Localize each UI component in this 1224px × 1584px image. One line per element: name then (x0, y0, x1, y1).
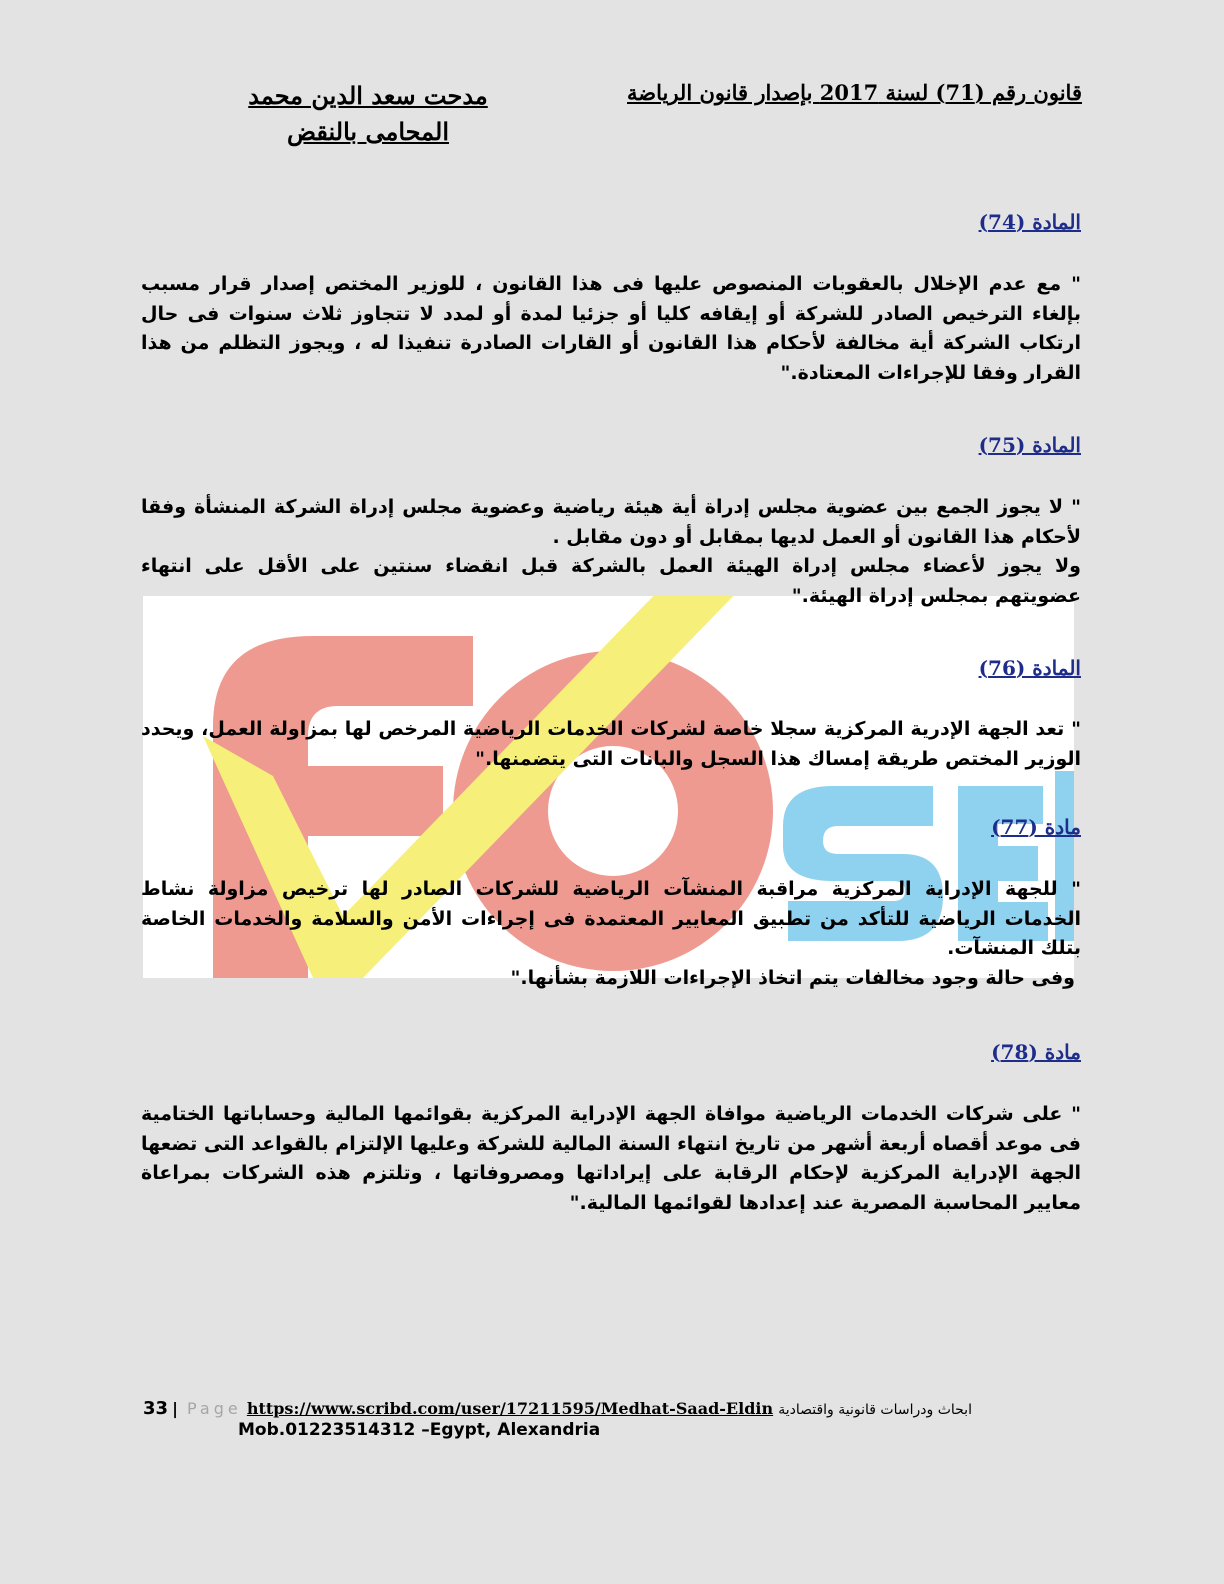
article-77-title: مادة (77) (991, 815, 1081, 839)
article-77-paragraph-2: وفى حالة وجود مخالفات يتم اتخاذ الإجراءات اللازمة بشأنها." (510, 966, 1075, 989)
article-77-paragraph-1: " للجهة الإدراية المركزية مراقبة المنشآت الرياضية للشركات الصادر لها ترخيص مزاولة نشاط الخدمات الرياضية للتأكد من تطبيق المعايير المعتمدة فى إجراءات الأمن والسلامة والخدمات الخاصة بتلك المنشآت. (141, 878, 1081, 960)
author-block (230, 78, 506, 150)
footer-separator: | (172, 1399, 178, 1418)
article-75-body (141, 493, 1081, 611)
article-75-paragraph-2: ولا يجوز لأعضاء مجلس إدراة الهيئة العمل بالشركة قبل انقضاء سنتين على الأقل على انتهاء عضويتهم بمجلس إدراة الهيئة." (141, 555, 1081, 607)
article-74-body (141, 270, 1081, 388)
article-74-paragraph: " مع عدم الإخلال بالعقوبات المنصوص عليها فى هذا القانون ، للوزير المختص إصدار قرار مسبب بإلغاء الترخيص الصادر للشركة أو إيقافه كليا أو جزئيا لمدة أو لمدد لا تتجاوز ثلاث سنوات فى حال ارتكاب الشركة أية مخالفة لأحكام هذا القانون أو القارات الصادرة تنفيذا له ، ويجوز التظلم من هذا القرار وفقا للإجراءات المعتادة." (141, 273, 1081, 384)
law-title-header: قانون رقم (71) لسنة 2017 بإصدار قانون الرياضة (627, 80, 1082, 105)
article-76-body (141, 715, 1081, 774)
article-76-paragraph: " تعد الجهة الإدرية المركزية سجلا خاصة لشركات الخدمات الرياضية المرخص لها بمزاولة العمل، ويحدد الوزير المختص طريقة إمساك هذا السجل والبانات التى يتضمنها." (141, 718, 1081, 770)
page-label: Page (187, 1399, 242, 1418)
article-77-body (141, 875, 1081, 993)
mobile-contact: Mob.01223514312 –Egypt, Alexandria (238, 1420, 601, 1440)
article-78-title: مادة (78) (991, 1040, 1081, 1064)
author-name: مدحت سعد الدين محمد (248, 81, 488, 110)
scribd-link[interactable]: https://www.scribd.com/user/17211595/Medhat-Saad-Eldin (246, 1399, 774, 1418)
article-75-paragraph-1: " لا يجوز الجمع بين عضوية مجلس إدراة أية هيئة رياضية وعضوية مجلس إدراة الشركة المنشأة وفقا لأحكام هذا القانون أو العمل لديها بمقابل أو دون مقابل . (141, 496, 1081, 548)
article-74-title: المادة (74) (978, 210, 1081, 234)
article-78-body (141, 1100, 1081, 1218)
footer-arabic-caption: ابحاث ودراسات قانونية واقتصادية (778, 1402, 972, 1418)
author-title: المحامى بالنقض (287, 117, 449, 146)
page-number: 33 (143, 1398, 169, 1419)
article-76-title: المادة (76) (978, 656, 1081, 680)
page-footer (143, 1398, 1003, 1419)
article-75-title: المادة (75) (978, 433, 1081, 457)
article-78-paragraph: " على شركات الخدمات الرياضية موافاة الجهة الإدراية المركزية بقوائمها المالية وحساباتها الختامية فى موعد أقصاه أربعة أشهر من تاريخ انتهاء السنة المالية للشركة وعليها الإلتزام بالقواعد التى تضعها الجهة الإدراية المركزية لإحكام الرقابة على إيراداتها ومصروفاتها ، وتلتزم هذه الشركات بمراعاة معايير المحاسبة المصرية عند إعدادها لقوائمها المالية." (141, 1103, 1081, 1214)
